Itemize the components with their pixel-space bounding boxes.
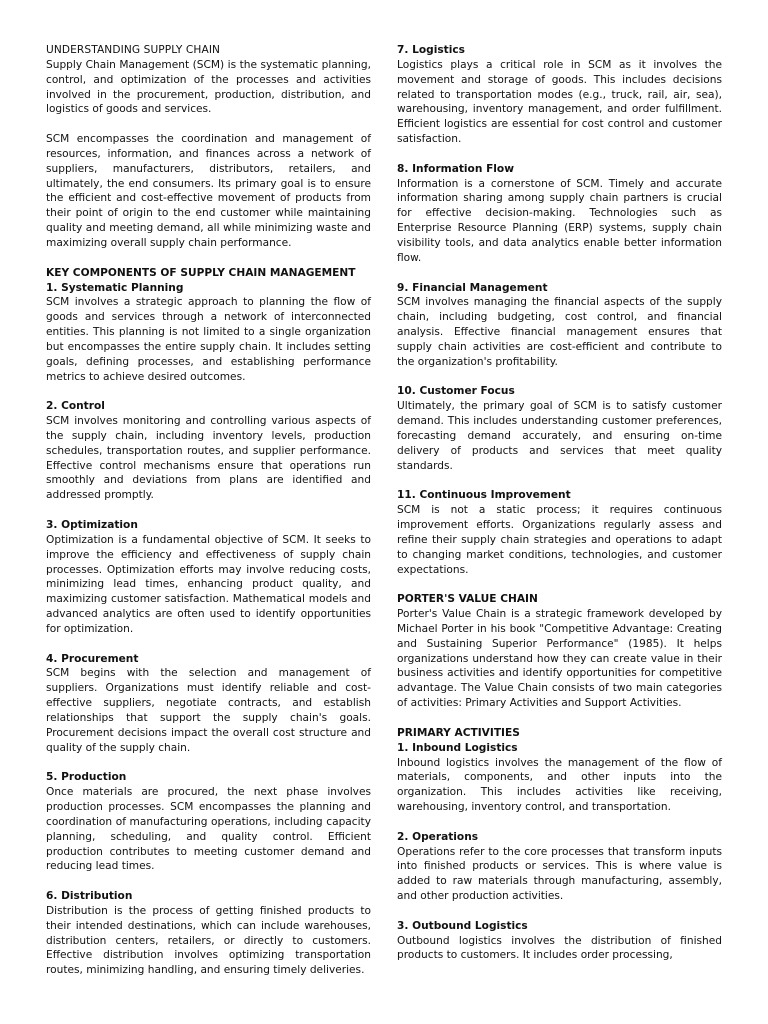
document-title: UNDERSTANDING SUPPLY CHAIN (46, 44, 221, 56)
porter-heading: PORTER'S VALUE CHAIN (397, 593, 538, 606)
component-body: Information is a cornerstone of SCM. Timely and accurate information sharing among supply chain partners is crucial for effective decision-making. Technologies such as Enterprise Resource Planning (ERP) systems, supply chain visibility tools, and data analytics enable better information flow. (397, 177, 722, 264)
primary-activities-heading: PRIMARY ACTIVITIES (397, 726, 520, 739)
component-body: Logistics plays a critical role in SCM as it involves the movement and storage of goods. This includes decisions related to transportation modes (e.g., truck, rail, air, sea), warehousing, inventory management, and order fulfillment. Efficient logistics are essential for cost control and customer satisfaction. (397, 58, 722, 146)
activity-body: Operations refer to the core processes that transform inputs into finished products or services. This is where value is added to raw materials through manufacturing, assembly, and other production activities. (397, 845, 722, 903)
porter-paragraph: Porter's Value Chain is a strategic framework developed by Michael Porter in his book "Competitive Advantage: Creating and Sustaining Superior Performance" (1985). It helps organizations understand how they can create value in their business activities and identify opportunities for competitive advantage. The Value Chain consists of two main categories of activities: Primary Activities and Support Activities. (397, 608, 722, 710)
component-body: SCM involves a strategic approach to planning the flow of goods and services through a network of interconnected entities. This planning is not limited to a single organization but encompasses the entire supply chain. It includes setting goals, defining processes, and establishing performance metrics to achieve desired outcomes. (46, 296, 371, 383)
component-body: Optimization is a fundamental objective of SCM. It seeks to improve the efficiency and effectiveness of supply chain processes. Optimization efforts may involve reducing costs, minimizing lead times, enhancing product quality, and maximizing customer satisfaction. Mathematical models and advanced analytics are often used to identify opportunities for optimization. (46, 533, 371, 635)
component-title: 1. Systematic Planning (46, 281, 184, 294)
component-title: 2. Control (46, 400, 105, 413)
activity-title: 2. Operations (397, 830, 479, 843)
component-body: Once materials are procured, the next phase involves production processes. SCM encompasses the planning and coordination of manufacturing operations, including capacity planning, scheduling, and quality control. Efficient production contributes to meeting customer demand and reducing lead times. (46, 786, 371, 873)
component-body: Distribution is the process of getting finished products to their intended destinations, which can include warehouses, distribution centers, retailers, or directly to customers. Effective distribution involves optimizing transportation routes, minimizing handling, and ensuring timely deliveries. (46, 904, 371, 977)
activity-body: Inbound logistics involves the management of the flow of materials, components, and other inputs into the organization. This includes activities like receiving, warehousing, inventory control, and transportation. (397, 756, 722, 814)
component-title: 11. Continuous Improvement (397, 489, 571, 502)
section-heading: KEY COMPONENTS OF SUPPLY CHAIN MANAGEMENT (46, 266, 356, 279)
component-title: 4. Procurement (46, 652, 139, 665)
intro-paragraph: Supply Chain Management (SCM) is the systematic planning, control, and optimization of the processes and activities involved in the procurement, production, distribution, and logistics of goods and services. (46, 58, 371, 116)
component-title: 7. Logistics (397, 44, 465, 56)
right-column (397, 43, 722, 963)
component-body: SCM is not a static process; it requires continuous improvement efforts. Organizations regularly assess and refine their supply chain strategies and operations to adapt to changing market conditions, technologies, and customer expectations. (397, 504, 722, 576)
component-body: SCM involves monitoring and controlling various aspects of the supply chain, including inventory levels, production schedules, transportation routes, and supplier performance. Effective control mechanisms ensure that operations run smoothly and deviations from plans are identified and addressed promptly. (46, 415, 371, 502)
component-body: SCM begins with the selection and management of suppliers. Organizations must identify reliable and cost-effective suppliers, negotiate contracts, and establish relationships that support the supply chain's goals. Procurement decisions impact the overall cost structure and quality of the supply chain. (46, 667, 371, 754)
intro-paragraph: SCM encompasses the coordination and management of resources, information, and finances across a network of suppliers, manufacturers, distributors, retailers, and ultimately, the end consumers. Its primary goal is to ensure the efficient and cost-effective movement of products from their point of origin to the end customer while maintaining quality and meeting demand, all while minimizing waste and maximizing overall supply chain performance. (46, 133, 371, 249)
component-title: 8. Information Flow (397, 162, 515, 175)
component-title: 6. Distribution (46, 890, 133, 903)
activity-title: 3. Outbound Logistics (397, 919, 528, 932)
activity-title: 1. Inbound Logistics (397, 741, 518, 754)
left-column (46, 43, 371, 978)
component-title: 3. Optimization (46, 519, 138, 531)
component-body: SCM involves managing the financial aspects of the supply chain, including budgeting, cost control, and financial analysis. Effective financial management ensures that supply chain activities are cost-efficient and contribute to the organization's profitability. (397, 296, 722, 368)
component-title: 5. Production (46, 771, 127, 784)
component-body: Ultimately, the primary goal of SCM is to satisfy customer demand. This includes understanding customer preferences, forecasting demand accurately, and ensuring on-time delivery of products and services that meet quality standards. (397, 400, 722, 472)
component-title: 9. Financial Management (397, 281, 548, 294)
activity-body: Outbound logistics involves the distribution of finished products to customers. It includes order processing, (397, 934, 722, 962)
component-title: 10. Customer Focus (397, 385, 515, 398)
